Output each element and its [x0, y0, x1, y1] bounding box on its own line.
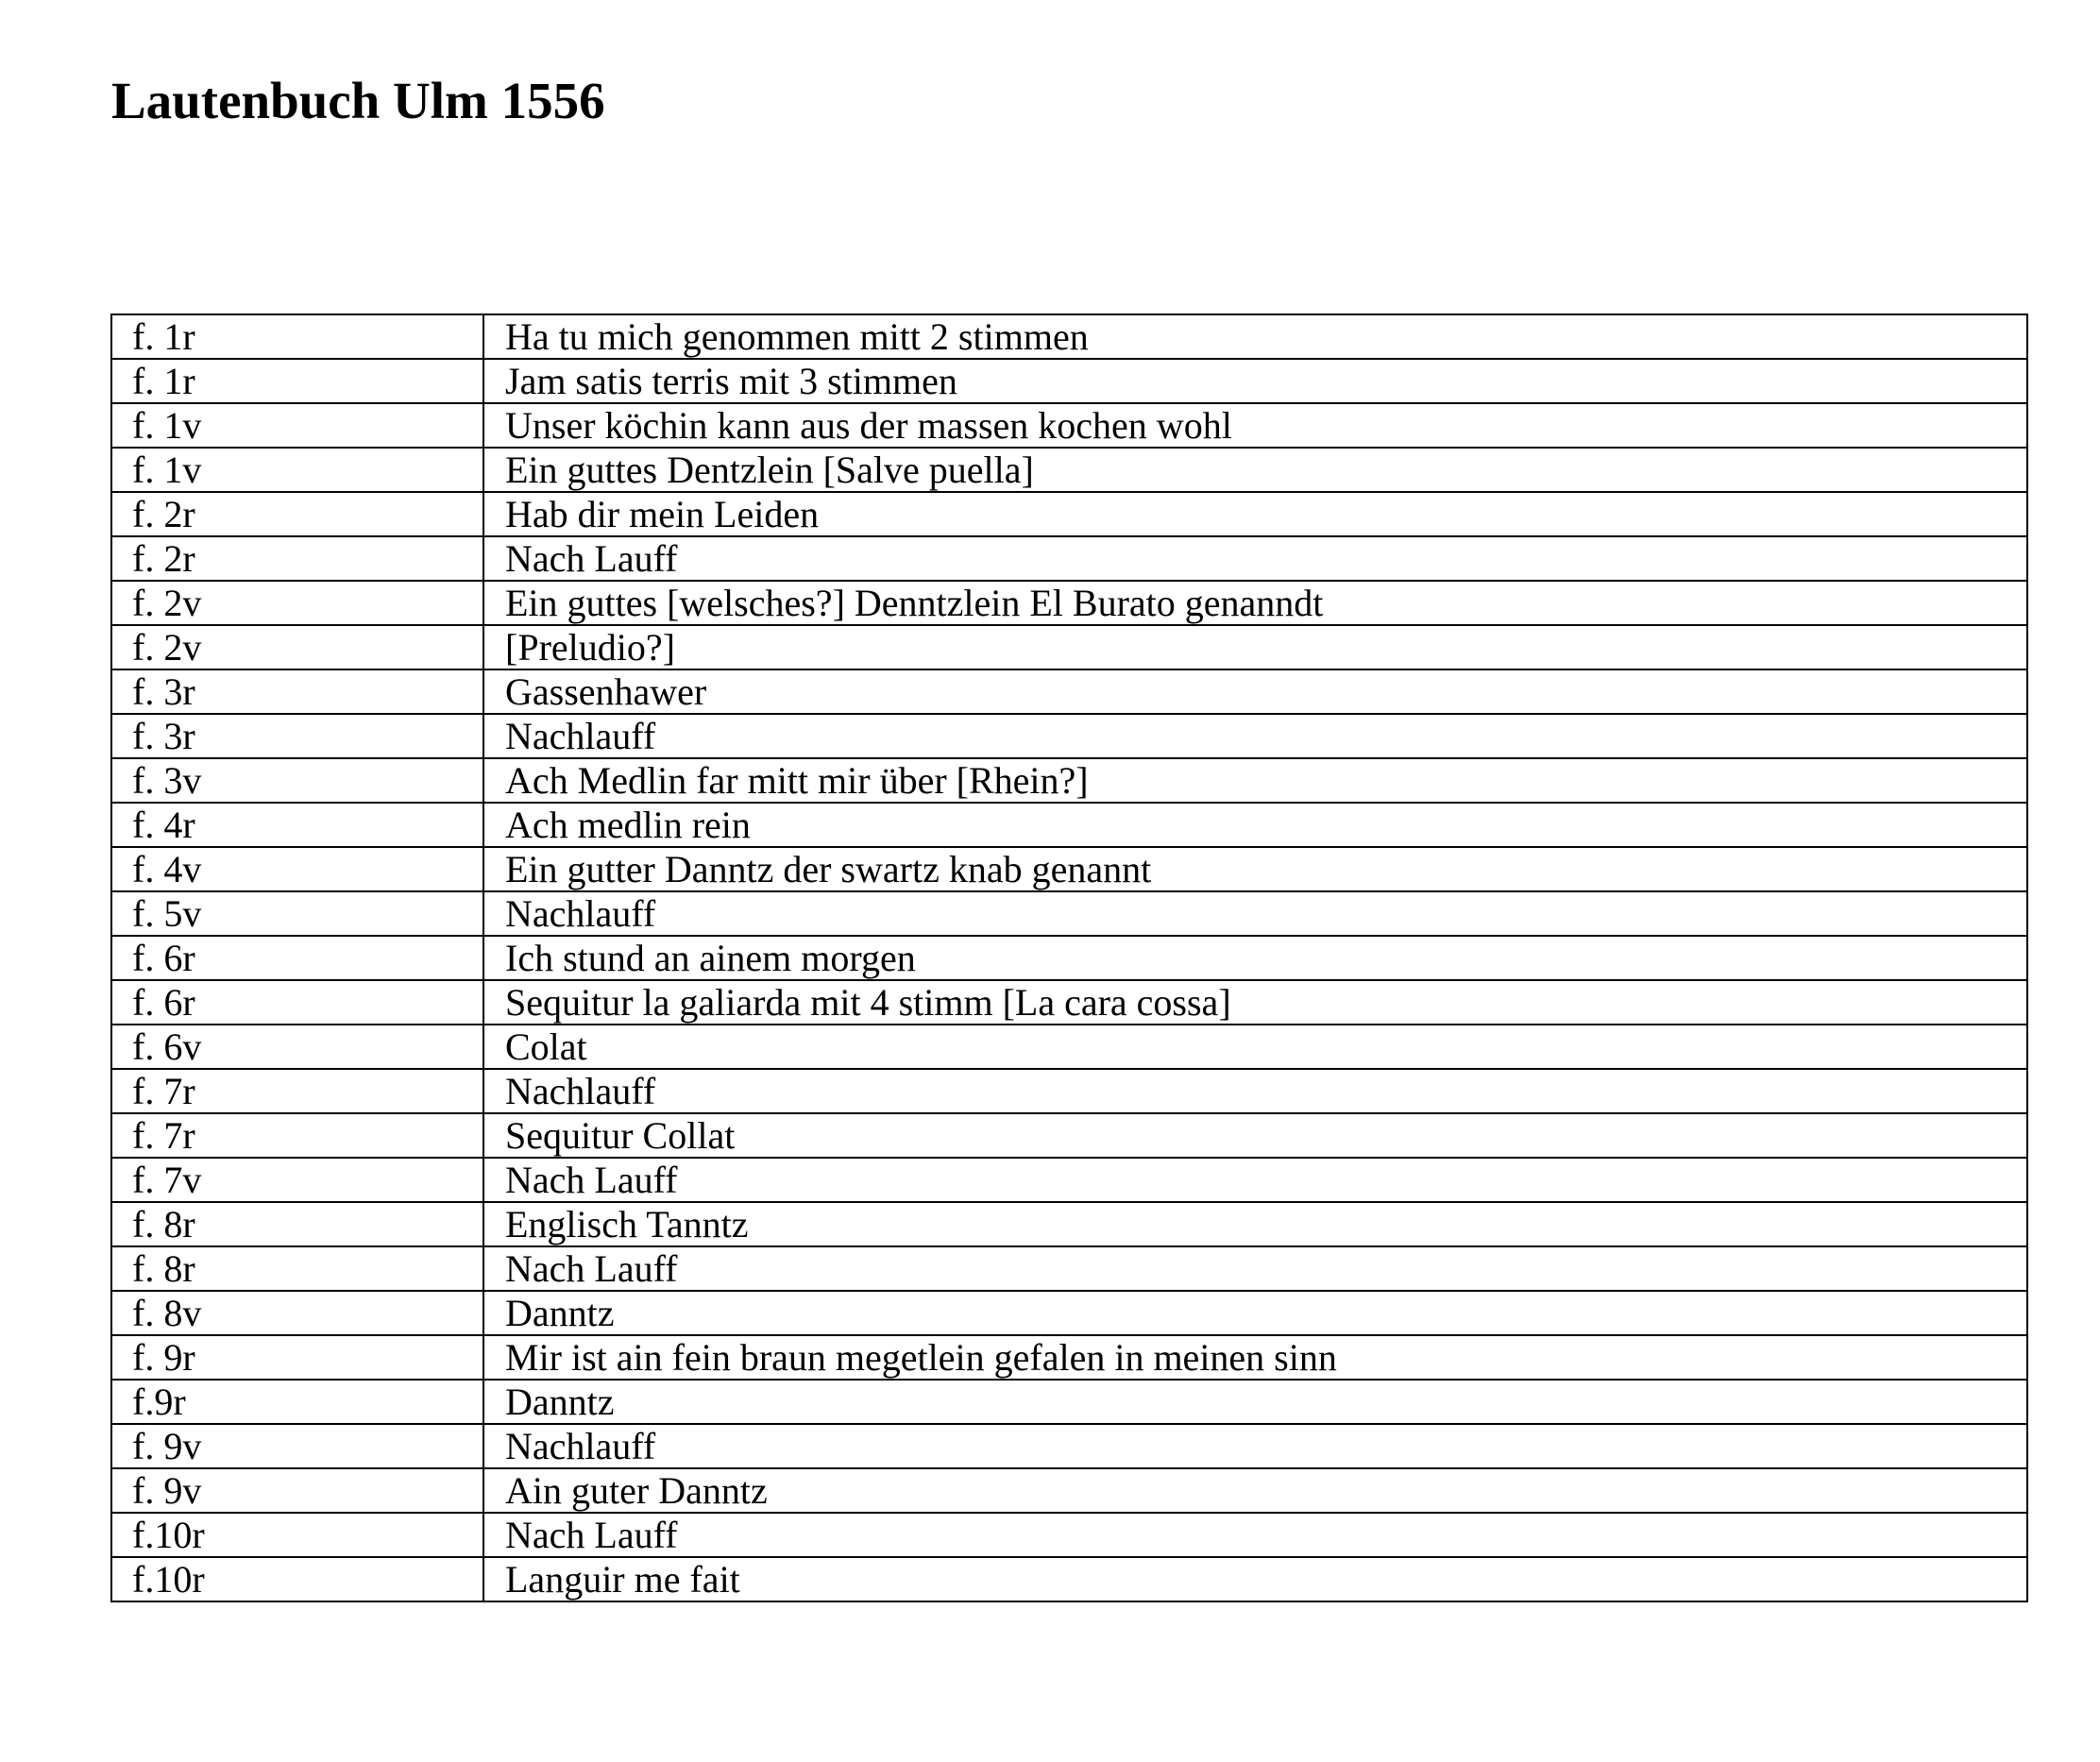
table-row [111, 1335, 2027, 1380]
folio-cell: f. 9v [111, 1424, 483, 1468]
table-row [111, 803, 2027, 847]
folio-cell: f. 8r [111, 1202, 483, 1246]
table-row [111, 492, 2027, 536]
folio-cell: f. 6r [111, 980, 483, 1025]
piece-title-cell: Ein guttes [welsches?] Denntzlein El Burato genanndt [483, 581, 2027, 625]
table-body [111, 314, 2027, 1601]
piece-title-cell: Ein gutter Danntz der swartz knab genannt [483, 847, 2027, 891]
table-row [111, 1424, 2027, 1468]
table-row [111, 581, 2027, 625]
folio-cell: f. 4v [111, 847, 483, 891]
table-row [111, 1468, 2027, 1513]
folio-cell: f. 6v [111, 1025, 483, 1069]
folio-cell: f.10r [111, 1557, 483, 1601]
table-row [111, 1557, 2027, 1601]
folio-cell: f. 2r [111, 536, 483, 581]
piece-title-cell: Unser köchin kann aus der massen kochen wohl [483, 403, 2027, 448]
folio-cell: f. 8v [111, 1291, 483, 1335]
table-row [111, 1246, 2027, 1291]
folio-cell: f. 5v [111, 891, 483, 936]
table-row [111, 891, 2027, 936]
piece-title-cell: Ich stund an ainem morgen [483, 936, 2027, 980]
table-row [111, 403, 2027, 448]
piece-title-cell: Ein guttes Dentzlein [Salve puella] [483, 448, 2027, 492]
table-row [111, 847, 2027, 891]
folio-cell: f. 9v [111, 1468, 483, 1513]
piece-title-cell: Danntz [483, 1380, 2027, 1424]
folio-cell: f. 7r [111, 1069, 483, 1113]
table-row [111, 1113, 2027, 1158]
piece-title-cell: Nachlauff [483, 714, 2027, 758]
folio-cell: f. 7r [111, 1113, 483, 1158]
table-row [111, 536, 2027, 581]
table-row [111, 314, 2027, 359]
table-row [111, 625, 2027, 669]
folio-cell: f. 1r [111, 359, 483, 403]
table-row [111, 359, 2027, 403]
piece-title-cell: Ain guter Danntz [483, 1468, 2027, 1513]
piece-title-cell: Mir ist ain fein braun megetlein gefalen in meinen sinn [483, 1335, 2027, 1380]
piece-title-cell: Sequitur la galiarda mit 4 stimm [La cara cossa] [483, 980, 2027, 1025]
table-row [111, 1158, 2027, 1202]
piece-title-cell: Hab dir mein Leiden [483, 492, 2027, 536]
table-row [111, 758, 2027, 803]
folio-cell: f. 2v [111, 581, 483, 625]
piece-title-cell: Englisch Tanntz [483, 1202, 2027, 1246]
table-row [111, 448, 2027, 492]
piece-title-cell: Danntz [483, 1291, 2027, 1335]
folio-cell: f. 3r [111, 669, 483, 714]
table-row [111, 980, 2027, 1025]
piece-title-cell: Languir me fait [483, 1557, 2027, 1601]
piece-title-cell: Ach Medlin far mitt mir über [Rhein?] [483, 758, 2027, 803]
table-row [111, 936, 2027, 980]
piece-title-cell: Nachlauff [483, 1424, 2027, 1468]
piece-title-cell: Colat [483, 1025, 2027, 1069]
piece-title-cell: Ach medlin rein [483, 803, 2027, 847]
folio-cell: f. 3r [111, 714, 483, 758]
piece-title-cell: Nach Lauff [483, 536, 2027, 581]
piece-title-cell: Nach Lauff [483, 1158, 2027, 1202]
folio-cell: f.9r [111, 1380, 483, 1424]
page-title: Lautenbuch Ulm 1556 [111, 72, 605, 129]
folio-cell: f. 9r [111, 1335, 483, 1380]
piece-title-cell: Nach Lauff [483, 1246, 2027, 1291]
table-row [111, 1380, 2027, 1424]
folio-cell: f. 6r [111, 936, 483, 980]
piece-title-cell: Nachlauff [483, 1069, 2027, 1113]
folio-cell: f. 1v [111, 403, 483, 448]
piece-title-cell: Sequitur Collat [483, 1113, 2027, 1158]
folio-cell: f. 2v [111, 625, 483, 669]
piece-title-cell: Nachlauff [483, 891, 2027, 936]
folio-cell: f. 7v [111, 1158, 483, 1202]
piece-title-cell: [Preludio?] [483, 625, 2027, 669]
folio-cell: f. 2r [111, 492, 483, 536]
folio-cell: f.10r [111, 1513, 483, 1557]
table-row [111, 669, 2027, 714]
table-row [111, 1202, 2027, 1246]
inventory-table [110, 313, 2028, 1602]
folio-cell: f. 3v [111, 758, 483, 803]
table-row [111, 1025, 2027, 1069]
table-row [111, 1513, 2027, 1557]
piece-title-cell: Ha tu mich genommen mitt 2 stimmen [483, 314, 2027, 359]
table-row [111, 714, 2027, 758]
folio-cell: f. 1r [111, 314, 483, 359]
piece-title-cell: Gassenhawer [483, 669, 2027, 714]
folio-cell: f. 8r [111, 1246, 483, 1291]
table-row [111, 1291, 2027, 1335]
table-row [111, 1069, 2027, 1113]
folio-cell: f. 4r [111, 803, 483, 847]
piece-title-cell: Nach Lauff [483, 1513, 2027, 1557]
folio-cell: f. 1v [111, 448, 483, 492]
piece-title-cell: Jam satis terris mit 3 stimmen [483, 359, 2027, 403]
